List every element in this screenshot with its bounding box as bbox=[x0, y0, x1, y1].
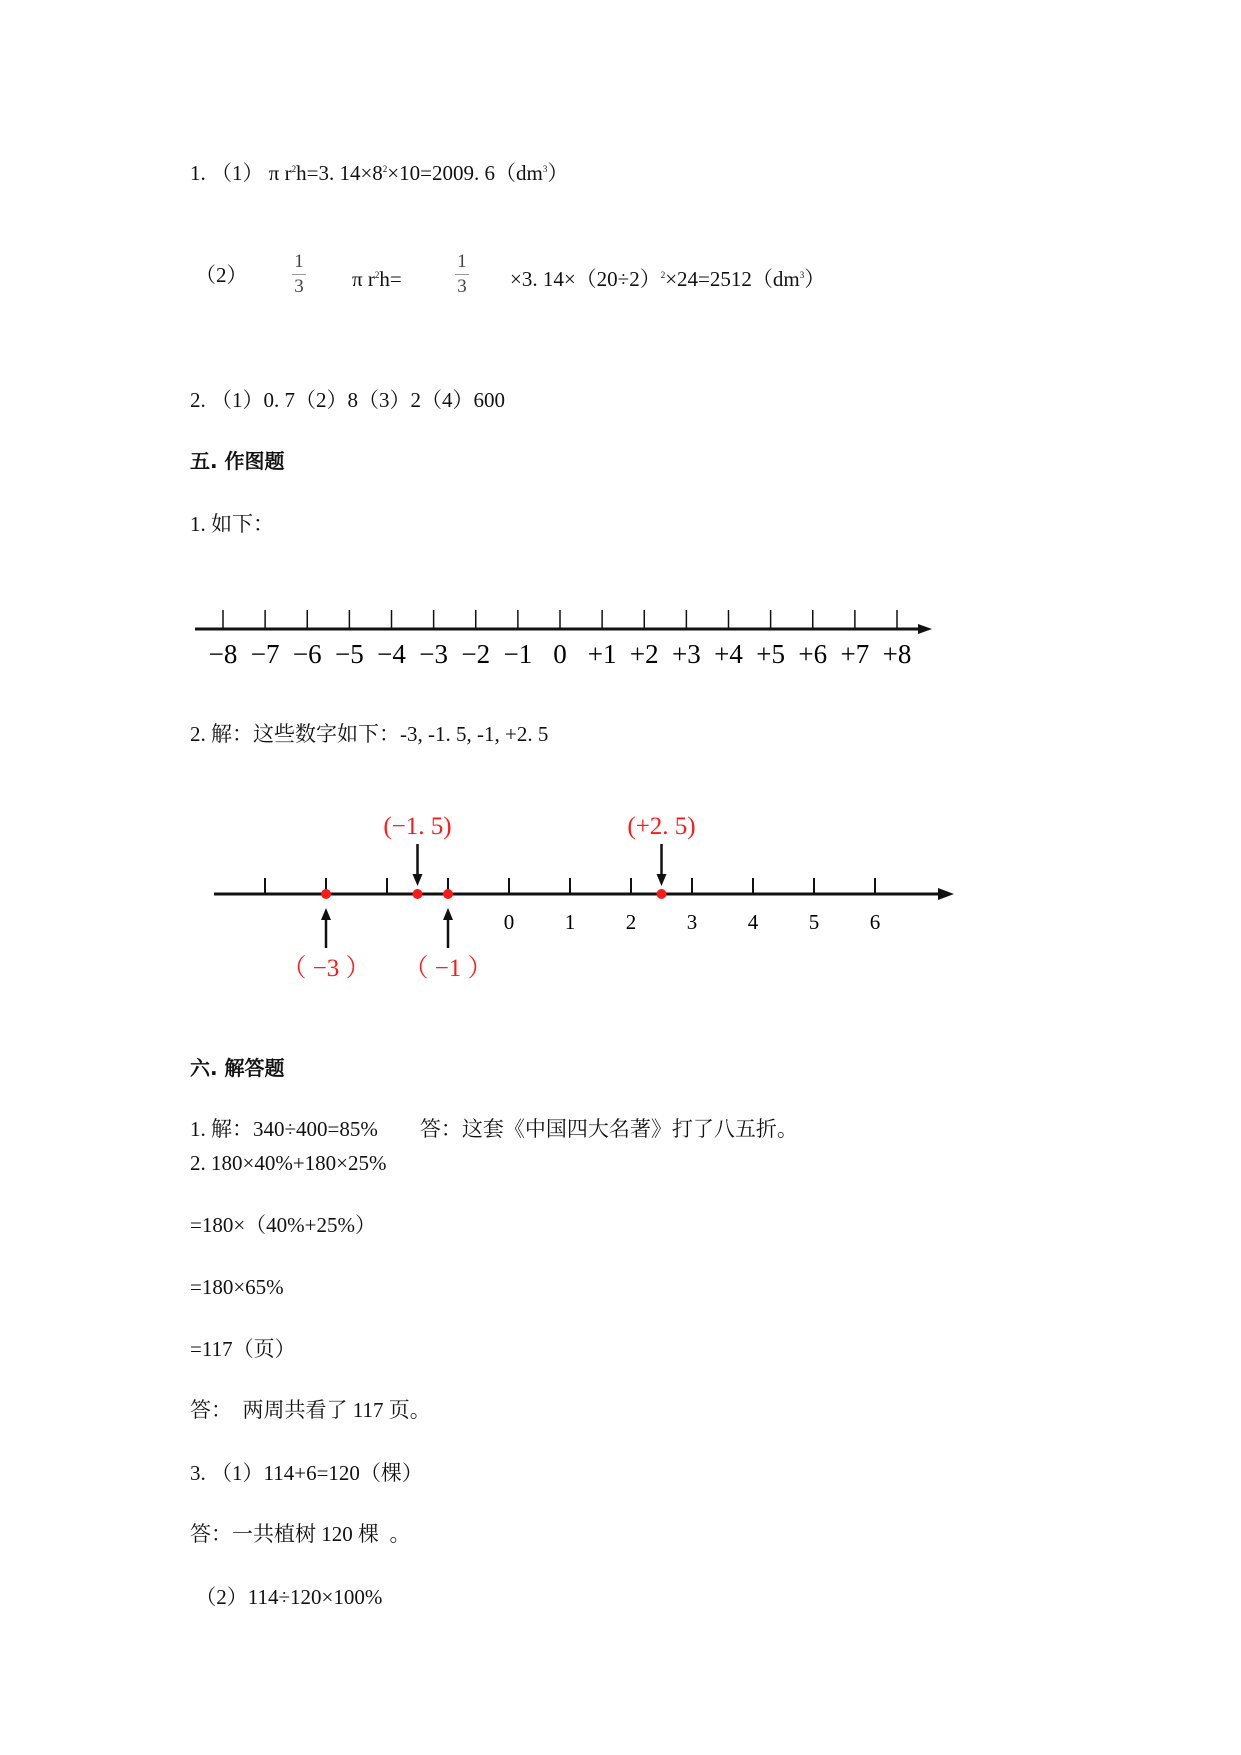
tick-label: −6 bbox=[292, 639, 322, 669]
text: ×3. 14×（20÷2） bbox=[510, 267, 661, 291]
point-marker bbox=[413, 889, 423, 899]
tick-label: −1 bbox=[503, 639, 533, 669]
arrow-head-icon bbox=[938, 888, 954, 900]
tick-label: 3 bbox=[686, 910, 698, 934]
arrow-down-icon bbox=[657, 874, 667, 886]
text bbox=[510, 263, 825, 291]
point-label: （ −1 ） bbox=[403, 955, 493, 982]
tick-label: +3 bbox=[672, 639, 701, 669]
superscript: 2 bbox=[291, 164, 297, 174]
point-marker bbox=[321, 889, 331, 899]
arrow-up-icon bbox=[443, 908, 453, 920]
answer-5-2: 2. 解：这些数字如下：-3, -1. 5, -1, +2. 5 bbox=[190, 722, 549, 746]
tick-label: 5 bbox=[808, 910, 820, 934]
tick-label: −2 bbox=[461, 639, 491, 669]
text: ×24=2512（dm bbox=[665, 267, 800, 291]
tick-label: +5 bbox=[756, 639, 785, 669]
fraction-one-third bbox=[292, 252, 306, 297]
numerator: 1 bbox=[294, 251, 304, 272]
text: 1. （1） π r bbox=[190, 161, 292, 185]
point-label: （ −3 ） bbox=[281, 955, 371, 982]
arrow-down-icon bbox=[413, 874, 423, 886]
superscript: 3 bbox=[799, 270, 805, 280]
number-line-2 bbox=[0, 800, 1241, 1000]
fraction-one-third bbox=[455, 252, 469, 297]
point-label: (−1. 5) bbox=[383, 813, 452, 840]
tick-label: 0 bbox=[503, 910, 515, 934]
tick-label: 4 bbox=[747, 910, 759, 934]
answer-4-1-1 bbox=[190, 157, 568, 185]
superscript: 2 bbox=[374, 270, 380, 280]
arrow-head-icon bbox=[918, 624, 932, 634]
number-line-1 bbox=[0, 590, 1241, 680]
text bbox=[352, 263, 402, 291]
arrow-up-icon bbox=[321, 908, 331, 920]
point-label: (+2. 5) bbox=[627, 813, 696, 840]
text: h= bbox=[379, 267, 402, 291]
tick-label: +4 bbox=[714, 639, 743, 669]
answer-6-line: 2. 180×40%+180×25% bbox=[190, 1151, 387, 1175]
answer-4-2: 2. （1）0. 7（2）8（3）2（4）600 bbox=[190, 388, 505, 412]
text: ×10=2009. 6（dm bbox=[387, 161, 543, 185]
tick-label: +6 bbox=[798, 639, 828, 669]
answer-6-line: =180×（40%+25%） bbox=[190, 1213, 377, 1237]
text: ） bbox=[804, 267, 826, 291]
text: π r bbox=[352, 267, 375, 291]
tick-label: +1 bbox=[587, 639, 617, 669]
denominator: 3 bbox=[457, 276, 467, 297]
answer-6-line: （2）114÷120×100% bbox=[190, 1585, 383, 1609]
tick-label: −3 bbox=[419, 639, 448, 669]
answer-6-line: 答：一共植树 120 棵 。 bbox=[190, 1522, 411, 1546]
numerator: 1 bbox=[457, 251, 467, 272]
tick-label: −4 bbox=[377, 639, 406, 669]
superscript: 3 bbox=[542, 164, 548, 174]
text: h=3. 14×8 bbox=[296, 161, 383, 185]
tick-label: +8 bbox=[882, 639, 912, 669]
tick-label: −5 bbox=[335, 639, 364, 669]
tick-label: 6 bbox=[869, 910, 881, 934]
tick-label: −7 bbox=[250, 639, 280, 669]
tick-label: −8 bbox=[208, 639, 238, 669]
tick-label: +7 bbox=[840, 639, 870, 669]
tick-label: +2 bbox=[629, 639, 659, 669]
answer-6-line: 1. 解：340÷400=85% 答：这套《中国四大名著》打了八五折。 bbox=[190, 1117, 798, 1141]
text: （2） bbox=[195, 263, 248, 287]
superscript: 2 bbox=[660, 270, 666, 280]
tick-label: 2 bbox=[625, 910, 637, 934]
point-marker bbox=[443, 889, 453, 899]
superscript: 2 bbox=[382, 164, 388, 174]
answer-6-line: 3. （1）114+6=120（棵） bbox=[190, 1461, 423, 1485]
section-title-6: 六. 解答题 bbox=[190, 1056, 285, 1080]
tick-label: 0 bbox=[553, 639, 567, 669]
tick-label: 1 bbox=[564, 910, 576, 934]
answer-6-line: =180×65% bbox=[190, 1275, 284, 1299]
text: ） bbox=[547, 161, 569, 185]
denominator: 3 bbox=[294, 276, 304, 297]
section-title-5: 五. 作图题 bbox=[190, 449, 285, 473]
answer-5-1: 1. 如下： bbox=[190, 512, 274, 536]
point-marker bbox=[657, 889, 667, 899]
answer-6-line: 答： 两周共看了 117 页。 bbox=[190, 1398, 431, 1422]
answer-6-line: =117（页） bbox=[190, 1337, 296, 1361]
